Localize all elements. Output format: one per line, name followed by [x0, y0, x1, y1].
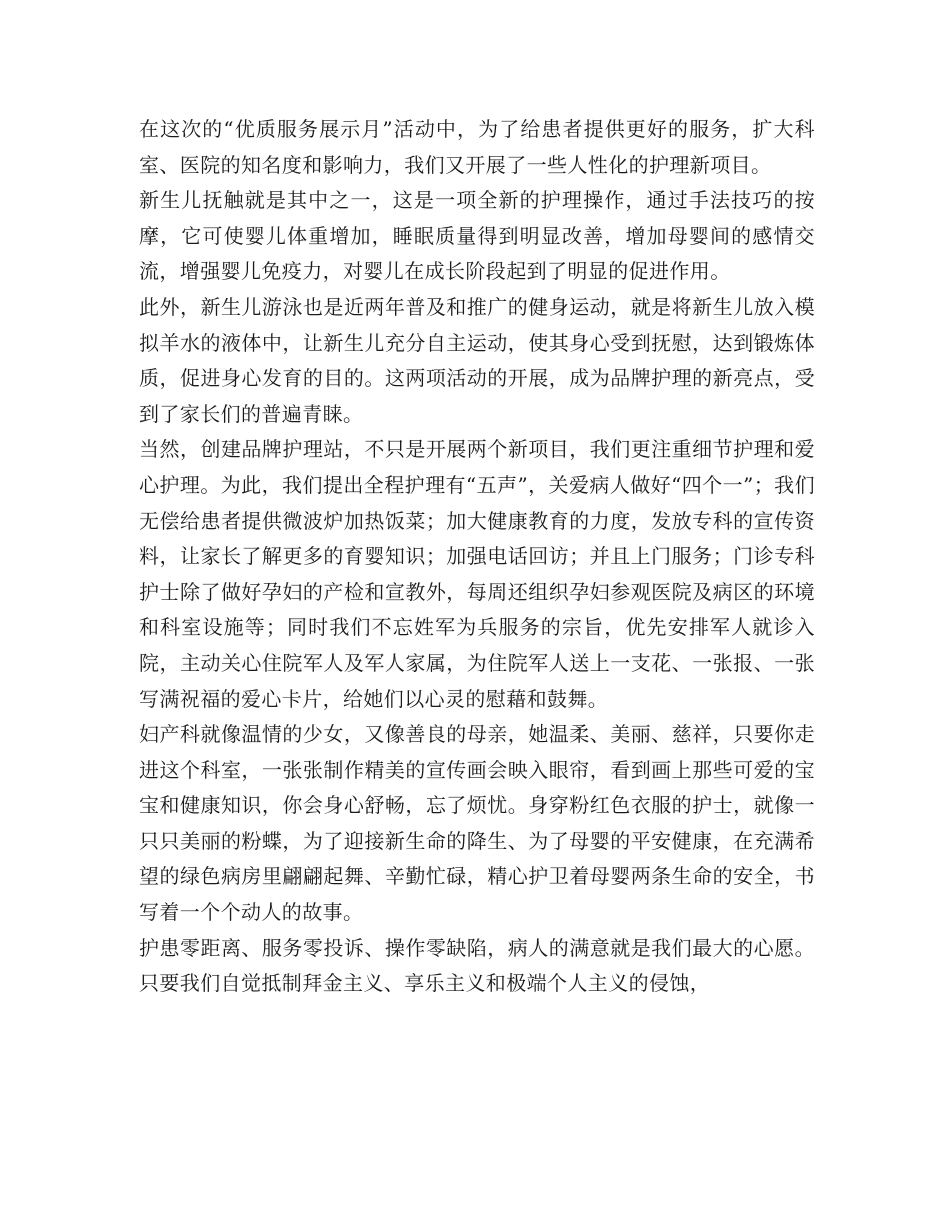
- paragraph-6: 护患零距离、服务零投诉、操作零缺陷，病人的满意就是我们最大的心愿。只要我们自觉抵制拜金主义、享乐主义和极端个人主义的侵蚀，: [139, 935, 815, 996]
- paragraph-4: 当然，创建品牌护理站，不只是开展两个新项目，我们更注重细节护理和爱心护理。为此，我们提出全程护理有“五声”，关爱病人做好“四个一”；我们无偿给患者提供微波炉加热饭菜；加大健康教育的力度，发放专科的宣传资料，让家长了解更多的育婴知识；加强电话回访；并且上门服务；门诊专科护士除了做好孕妇的产检和宣教外，每周还组织孕妇参观医院及病区的环境和科室设施等；同时我们不忘姓军为兵服务的宗旨，优先安排军人就诊入院，主动关心住院军人及军人家属，为住院军人送上一支花、一张报、一张写满祝福的爱心卡片，给她们以心灵的慰藉和鼓舞。: [139, 437, 815, 711]
- paragraph-2: 新生儿抚触就是其中之一，这是一项全新的护理操作，通过手法技巧的按摩，它可使婴儿体重增加，睡眠质量得到明显改善，增加母婴间的感情交流，增强婴儿免疫力，对婴儿在成长阶段起到了明显的促进作用。: [139, 188, 815, 284]
- paragraph-5: 妇产科就像温情的少女，又像善良的母亲，她温柔、美丽、慈祥，只要你走进这个科室，一张张制作精美的宣传画会映入眼帘，看到画上那些可爱的宝宝和健康知识，你会身心舒畅，忘了烦忧。身穿粉红色衣服的护士，就像一只只美丽的粉蝶，为了迎接新生命的降生、为了母婴的平安健康，在充满希望的绿色病房里翩翩起舞、辛勤忙碌，精心护卫着母婴两条生命的安全，书写着一个个动人的故事。: [139, 722, 815, 925]
- paragraph-1: 在这次的“优质服务展示月”活动中，为了给患者提供更好的服务，扩大科室、医院的知名度和影响力，我们又开展了一些人性化的护理新项目。: [139, 117, 815, 177]
- paragraph-3: 此外，新生儿游泳也是近两年普及和推广的健身运动，就是将新生儿放入模拟羊水的液体中，让新生儿充分自主运动，使其身心受到抚慰，达到锻炼体质，促进身心发育的目的。这两项活动的开展，成为品牌护理的新亮点，受到了家长们的普遍青睐。: [139, 294, 815, 426]
- document-body: [139, 112, 815, 1002]
